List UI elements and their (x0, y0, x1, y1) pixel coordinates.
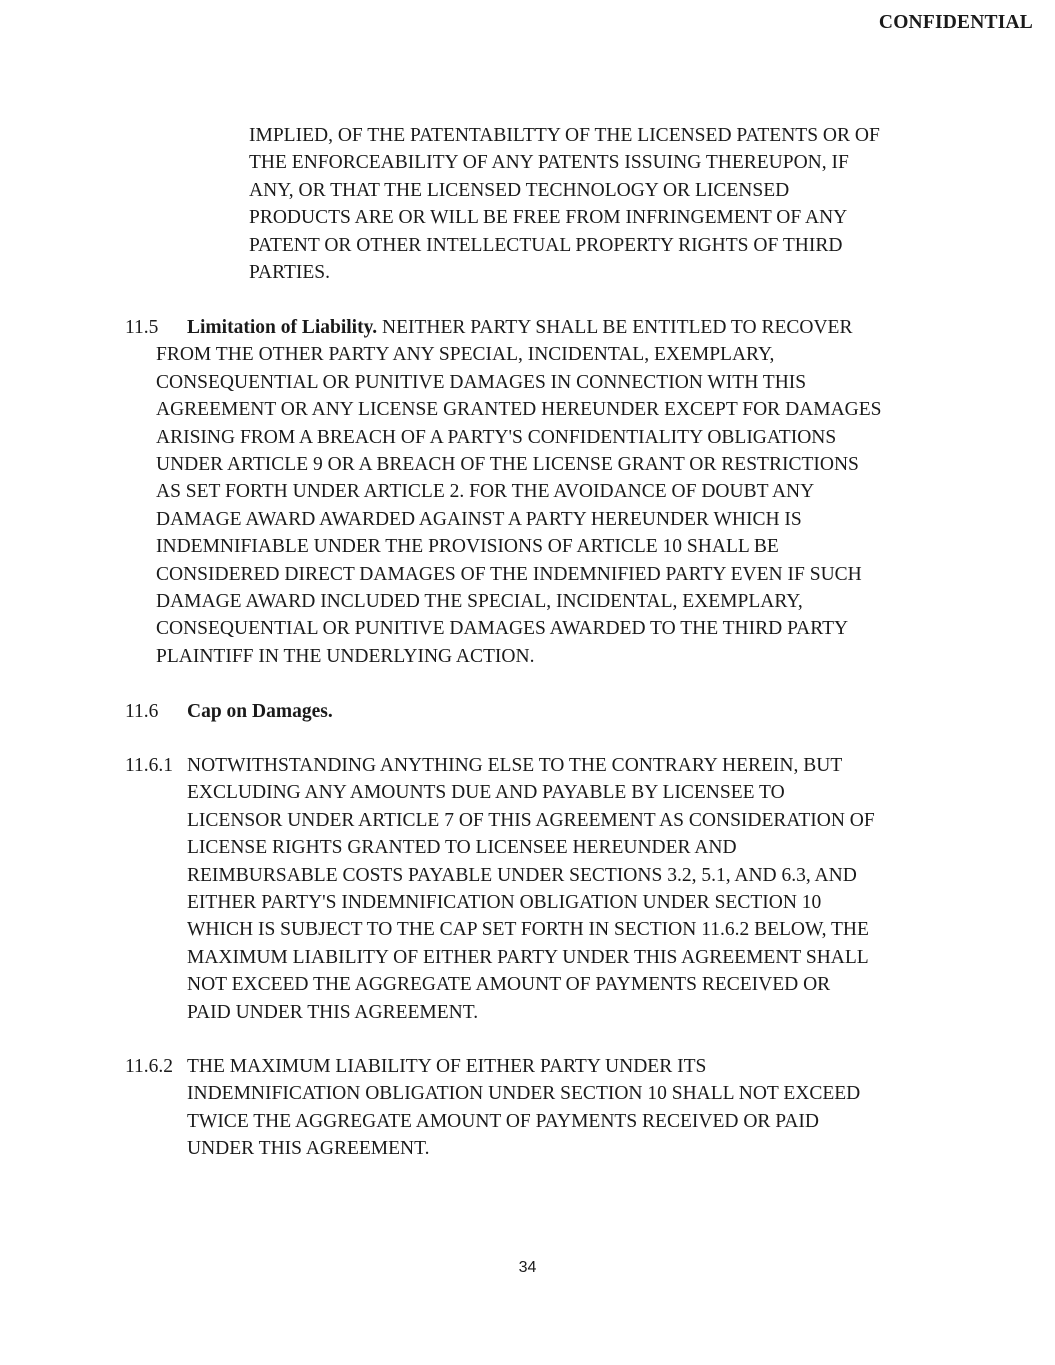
paragraph-line: THE ENFORCEABILITY OF ANY PATENTS ISSUING THEREUPON, IF (249, 152, 849, 174)
paragraph-line: PAID UNDER THIS AGREEMENT. (187, 1001, 479, 1023)
paragraph-line: REIMBURSABLE COSTS PAYABLE UNDER SECTIONS 3.2, 5.1, AND 6.3, AND (187, 864, 857, 886)
section-number: 11.6.1 (125, 755, 174, 776)
paragraph-line: CONSIDERED DIRECT DAMAGES OF THE INDEMNIFIED PARTY EVEN IF SUCH (156, 563, 862, 585)
paragraph-line: EXCLUDING ANY AMOUNTS DUE AND PAYABLE BY LICENSEE TO (187, 782, 785, 804)
section-heading: Cap on Damages. (187, 701, 333, 722)
section-first-line (187, 314, 852, 341)
paragraph-line: PATENT OR OTHER INTELLECTUAL PROPERTY RIGHTS OF THIRD (249, 234, 843, 256)
paragraph-line: DAMAGE AWARD INCLUDED THE SPECIAL, INCIDENTAL, EXEMPLARY, (156, 591, 803, 613)
section-number: 11.6.2 (125, 1056, 174, 1077)
paragraph-line: UNDER THIS AGREEMENT. (187, 1138, 430, 1160)
paragraph-line: PRODUCTS ARE OR WILL BE FREE FROM INFRINGEMENT OF ANY (249, 207, 848, 229)
paragraph-line: NOT EXCEED THE AGGREGATE AMOUNT OF PAYMENTS RECEIVED OR (187, 974, 831, 996)
paragraph-line: INDEMNIFICATION OBLIGATION UNDER SECTION 10 SHALL NOT EXCEED (187, 1083, 861, 1105)
continuation-paragraph (249, 122, 880, 286)
paragraph-line: EITHER PARTY'S INDEMNIFICATION OBLIGATION UNDER SECTION 10 (187, 892, 822, 914)
confidential-header: CONFIDENTIAL (878, 12, 1033, 33)
section-body (187, 752, 875, 1026)
paragraph-line: LICENSE RIGHTS GRANTED TO LICENSEE HEREUNDER AND (187, 837, 737, 859)
section-body (156, 341, 882, 670)
paragraph-line: MAXIMUM LIABILITY OF EITHER PARTY UNDER THIS AGREEMENT SHALL (187, 946, 869, 968)
paragraph-line: FROM THE OTHER PARTY ANY SPECIAL, INCIDENTAL, EXEMPLARY, (156, 344, 775, 366)
paragraph-line: AS SET FORTH UNDER ARTICLE 2. FOR THE AVOIDANCE OF DOUBT ANY (156, 481, 815, 503)
paragraph-line: LICENSOR UNDER ARTICLE 7 OF THIS AGREEMENT AS CONSIDERATION OF (187, 809, 875, 831)
paragraph-line: INDEMNIFIABLE UNDER THE PROVISIONS OF ARTICLE 10 SHALL BE (156, 536, 779, 558)
paragraph-line: DAMAGE AWARD AWARDED AGAINST A PARTY HEREUNDER WHICH IS (156, 508, 802, 530)
paragraph-line: ARISING FROM A BREACH OF A PARTY'S CONFIDENTIALITY OBLIGATIONS (156, 426, 837, 448)
paragraph-line: ANY, OR THAT THE LICENSED TECHNOLOGY OR LICENSED (249, 179, 790, 201)
section-heading: Limitation of Liability. (187, 317, 378, 338)
section-number: 11.6 (125, 701, 159, 722)
paragraph-line: IMPLIED, OF THE PATENTABILTTY OF THE LICENSED PATENTS OR OF (249, 125, 880, 146)
section-number: 11.5 (125, 317, 159, 338)
paragraph-line: UNDER ARTICLE 9 OR A BREACH OF THE LICENSE GRANT OR RESTRICTIONS (156, 454, 859, 476)
paragraph-line: AGREEMENT OR ANY LICENSE GRANTED HEREUNDER EXCEPT FOR DAMAGES (156, 399, 882, 421)
paragraph-line: THE MAXIMUM LIABILITY OF EITHER PARTY UNDER ITS (187, 1056, 707, 1077)
page-number: 34 (518, 1259, 537, 1276)
paragraph-line: CONSEQUENTIAL OR PUNITIVE DAMAGES IN CONNECTION WITH THIS (156, 371, 807, 393)
section-first-line-text: NEITHER PARTY SHALL BE ENTITLED TO RECOVER (377, 317, 853, 338)
paragraph-line: PARTIES. (249, 262, 331, 284)
paragraph-line: CONSEQUENTIAL OR PUNITIVE DAMAGES AWARDED TO THE THIRD PARTY (156, 618, 849, 640)
section-body (187, 1053, 860, 1163)
paragraph-line: WHICH IS SUBJECT TO THE CAP SET FORTH IN SECTION 11.6.2 BELOW, THE (187, 919, 869, 941)
paragraph-line: PLAINTIFF IN THE UNDERLYING ACTION. (156, 645, 535, 667)
paragraph-line: NOTWITHSTANDING ANYTHING ELSE TO THE CONTRARY HEREIN, BUT (187, 755, 843, 776)
paragraph-line: TWICE THE AGGREGATE AMOUNT OF PAYMENTS RECEIVED OR PAID (187, 1110, 819, 1132)
